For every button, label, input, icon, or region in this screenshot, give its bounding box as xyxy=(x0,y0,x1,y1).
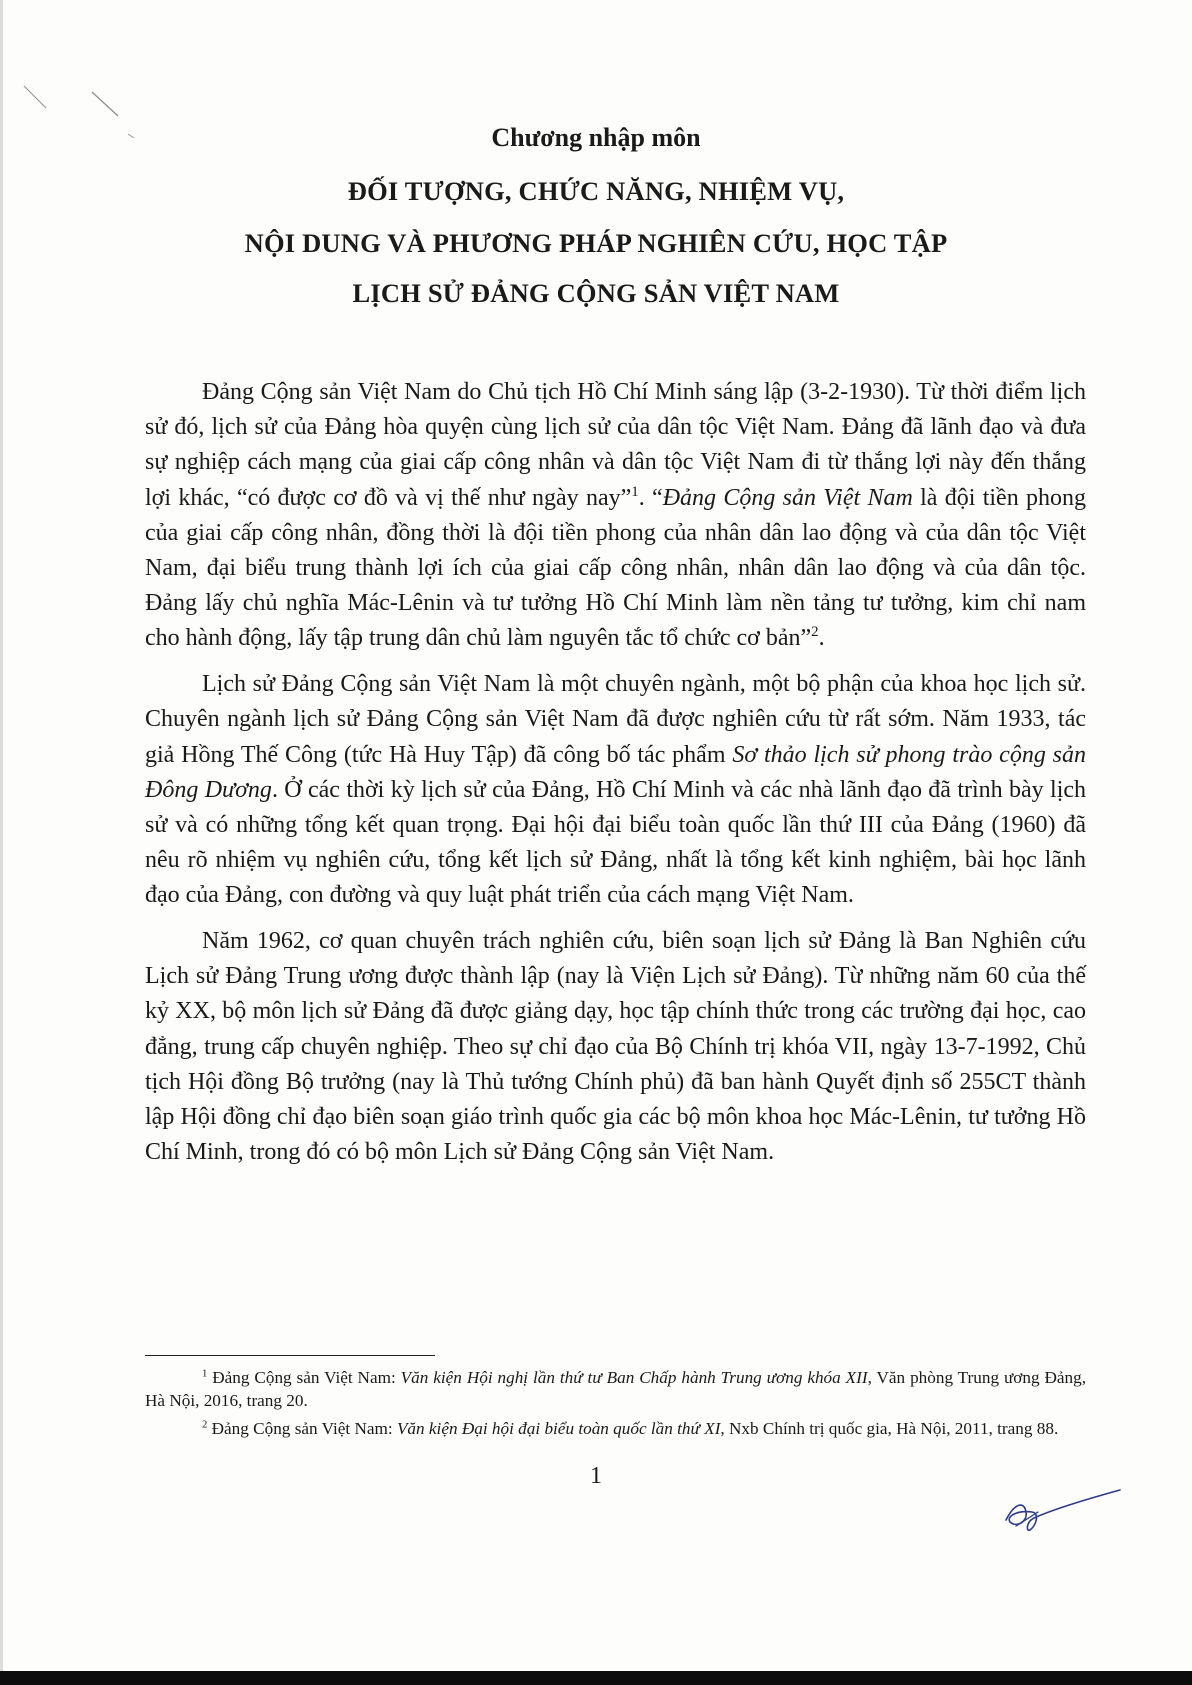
footnote-2: $^2$ Đảng Cộng sản Việt Nam: Văn kiện Đại hội đại biểu toàn quốc lần thứ XI, Nxb Chính trị quốc gia, Hà Nội, 2011, trang 88. xyxy=(202,1419,1059,1438)
footnote-number: 1 xyxy=(202,1368,208,1380)
body-text xyxy=(145,375,1086,1181)
footnote-ref-2[interactable]: 2 xyxy=(811,624,819,641)
handwritten-signature xyxy=(996,1482,1126,1542)
scan-bottom-edge xyxy=(0,1671,1192,1685)
scan-artifact-mark xyxy=(20,80,140,170)
paragraph-2: Lịch sử Đảng Cộng sản Việt Nam là một chuyên ngành, một bộ phận của khoa học lịch sử. Chuyên ngành lịch sử Đảng Cộng sản Việt Nam đã được nghiên cứu từ rất sớm. Năm 1933, tác giả Hồng Thế Công (tức Hà Huy Tập) đã công bố tác phẩm Sơ thảo lịch sử phong trào cộng sản Đông Dương. Ở các thời kỳ lịch sử của Đảng, Hồ Chí Minh và các nhà lãnh đạo đã trình bày lịch sử và có những tổng kết quan trọng. Đại hội đại biểu toàn quốc lần thứ III của Đảng (1960) đã nêu rõ nhiệm vụ nghiên cứu, tổng kết lịch sử Đảng, nhất là tổng kết kinh nghiệm, bài học lãnh đạo của Đảng, con đường và quy luật phát triển của cách mạng Việt Nam. xyxy=(145,671,1087,909)
chapter-label: Chương nhập môn xyxy=(491,123,701,152)
footnote-1: $^1$ Đảng Cộng sản Việt Nam: Văn kiện Hội nghị lần thứ tư Ban Chấp hành Trung ương khóa XII, Văn phòng Trung ương Đảng, Hà Nội, 2016, trang 20. xyxy=(145,1368,1087,1410)
scan-left-edge xyxy=(0,0,3,1685)
paragraph-1: Đảng Cộng sản Việt Nam do Chủ tịch Hồ Chí Minh sáng lập (3-2-1930). Từ thời điểm lịch sử đó, lịch sử của Đảng hòa quyện cùng lịch sử của dân tộc Việt Nam. Đảng đã lãnh đạo và đưa sự nghiệp cách mạng của giai cấp công nhân và dân tộc Việt Nam đi từ thắng lợi này đến thắng lợi khác, “có được cơ đồ và vị thế như ngày nay”$^1$. “Đảng Cộng sản Việt Nam là đội tiền phong của giai cấp công nhân, đồng thời là đội tiền phong của nhân dân lao động và của dân tộc Việt Nam, đại biểu trung thành lợi ích của giai cấp công nhân, nhân dân lao động và của dân tộc. Đảng lấy chủ nghĩa Mác-Lênin và tư tưởng Hồ Chí Minh làm nền tảng tư tưởng, kim chỉ nam cho hành động, lấy tập trung dân chủ làm nguyên tắc tổ chức cơ bản”$^2$. xyxy=(145,379,1087,652)
chapter-title-line-3: LỊCH SỬ ĐẢNG CỘNG SẢN VIỆT NAM xyxy=(352,278,840,308)
paragraph-3: Năm 1962, cơ quan chuyên trách nghiên cứu, biên soạn lịch sử Đảng là Ban Nghiên cứu Lịch sử Đảng Trung ương được thành lập (nay là Viện Lịch sử Đảng). Từ những năm 60 của thế kỷ XX, bộ môn lịch sử Đảng đã được giảng dạy, học tập chính thức trong các trường đại học, cao đẳng, trung cấp chuyên nghiệp. Theo sự chỉ đạo của Bộ Chính trị khóa VII, ngày 13-7-1992, Chủ tịch Hội đồng Bộ trưởng (nay là Thủ tướng Chính phủ) đã ban hành Quyết định số 255CT thành lập Hội đồng chỉ đạo biên soạn giáo trình quốc gia các bộ môn khoa học Mác-Lênin, tư tưởng Hồ Chí Minh, trong đó có bộ môn Lịch sử Đảng Cộng sản Việt Nam. xyxy=(145,928,1086,1166)
footnotes xyxy=(145,1366,1086,1445)
footnote-divider xyxy=(145,1355,435,1356)
page-number: 1 xyxy=(590,1463,602,1489)
footnote-ref-1[interactable]: 1 xyxy=(631,483,639,500)
chapter-title-line-2: NỘI DUNG VÀ PHƯƠNG PHÁP NGHIÊN CỨU, HỌC TẬP xyxy=(244,228,948,258)
footnote-number: 2 xyxy=(202,1419,208,1431)
chapter-title-line-1: ĐỐI TƯỢNG, CHỨC NĂNG, NHIỆM VỤ, xyxy=(347,176,845,206)
